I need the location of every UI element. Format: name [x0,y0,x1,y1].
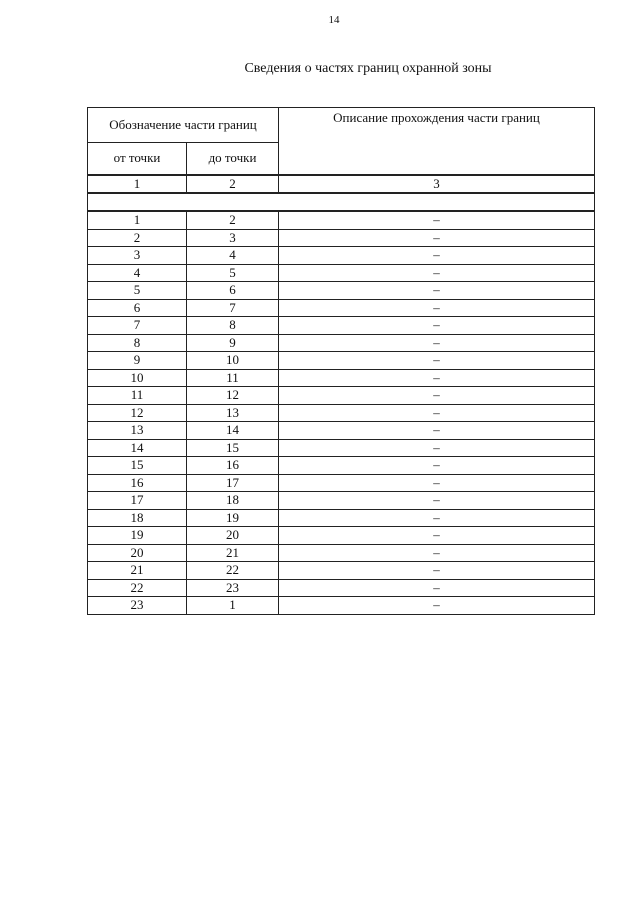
table-row [88,264,595,282]
table-row [88,317,595,335]
from-point-cell: 22 [88,579,187,597]
to-point-cell: 19 [187,509,279,527]
table-row [88,579,595,597]
to-point-cell: 8 [187,317,279,335]
to-point-cell: 2 [187,211,279,229]
to-point-cell: 17 [187,474,279,492]
document-title: Сведения о частях границ охранной зоны [244,61,492,76]
description-cell: – [279,317,595,335]
section-cell [88,193,595,211]
description-cell: – [279,404,595,422]
to-point-cell: 6 [187,282,279,300]
to-point-cell: 3 [187,229,279,247]
description-cell: – [279,492,595,510]
table-row [88,229,595,247]
description-cell: – [279,334,595,352]
table-row [88,492,595,510]
column-number: 1 [88,175,187,193]
description-cell: – [279,299,595,317]
description-cell: – [279,282,595,300]
from-point-cell: 8 [88,334,187,352]
header-from-point: от точки [88,142,187,175]
table-row [88,352,595,370]
table-row [88,422,595,440]
description-cell: – [279,579,595,597]
from-point-cell: 21 [88,562,187,580]
from-point-cell: 5 [88,282,187,300]
description-cell: – [279,562,595,580]
header-row-group [88,108,595,143]
to-point-cell: 10 [187,352,279,370]
from-point-cell: 12 [88,404,187,422]
to-point-cell: 5 [187,264,279,282]
description-cell: – [279,387,595,405]
to-point-cell: 20 [187,527,279,545]
column-number-row [88,175,595,193]
to-point-cell: 11 [187,369,279,387]
to-point-cell: 18 [187,492,279,510]
from-point-cell: 16 [88,474,187,492]
from-point-cell: 9 [88,352,187,370]
to-point-cell: 22 [187,562,279,580]
from-point-cell: 17 [88,492,187,510]
table-row [88,404,595,422]
header-to-point: до точки [187,142,279,175]
description-cell: – [279,352,595,370]
to-point-cell: 4 [187,247,279,265]
column-number: 2 [187,175,279,193]
header-boundary-part-designation: Обозначение части границ [88,108,279,143]
header-boundary-part-description: Описание прохождения части границ [279,108,595,176]
table-row [88,299,595,317]
column-number: 3 [279,175,595,193]
description-cell: – [279,422,595,440]
table-row [88,247,595,265]
description-cell: – [279,439,595,457]
from-point-cell: 3 [88,247,187,265]
table-row [88,211,595,229]
table-row [88,597,595,615]
boundary-parts-table [87,107,595,615]
to-point-cell: 15 [187,439,279,457]
from-point-cell: 2 [88,229,187,247]
description-cell: – [279,597,595,615]
description-cell: – [279,457,595,475]
table-row [88,527,595,545]
section-row [88,193,595,211]
from-point-cell: 15 [88,457,187,475]
description-cell: – [279,509,595,527]
table-row [88,457,595,475]
from-point-cell: 6 [88,299,187,317]
to-point-cell: 23 [187,579,279,597]
description-cell: – [279,229,595,247]
to-point-cell: 12 [187,387,279,405]
description-cell: – [279,369,595,387]
to-point-cell: 13 [187,404,279,422]
from-point-cell: 11 [88,387,187,405]
table-row [88,439,595,457]
table-row [88,474,595,492]
from-point-cell: 18 [88,509,187,527]
table-row [88,544,595,562]
from-point-cell: 1 [88,211,187,229]
from-point-cell: 14 [88,439,187,457]
to-point-cell: 21 [187,544,279,562]
description-cell: – [279,474,595,492]
table-row [88,387,595,405]
to-point-cell: 14 [187,422,279,440]
table-row [88,282,595,300]
description-cell: – [279,544,595,562]
description-cell: – [279,527,595,545]
from-point-cell: 7 [88,317,187,335]
description-cell: – [279,211,595,229]
to-point-cell: 9 [187,334,279,352]
from-point-cell: 23 [88,597,187,615]
table-row [88,369,595,387]
from-point-cell: 13 [88,422,187,440]
from-point-cell: 19 [88,527,187,545]
from-point-cell: 20 [88,544,187,562]
from-point-cell: 4 [88,264,187,282]
table-row [88,509,595,527]
table-row [88,334,595,352]
from-point-cell: 10 [88,369,187,387]
to-point-cell: 1 [187,597,279,615]
to-point-cell: 16 [187,457,279,475]
description-cell: – [279,264,595,282]
table-row [88,562,595,580]
to-point-cell: 7 [187,299,279,317]
description-cell: – [279,247,595,265]
page-number: 14 [328,14,340,26]
